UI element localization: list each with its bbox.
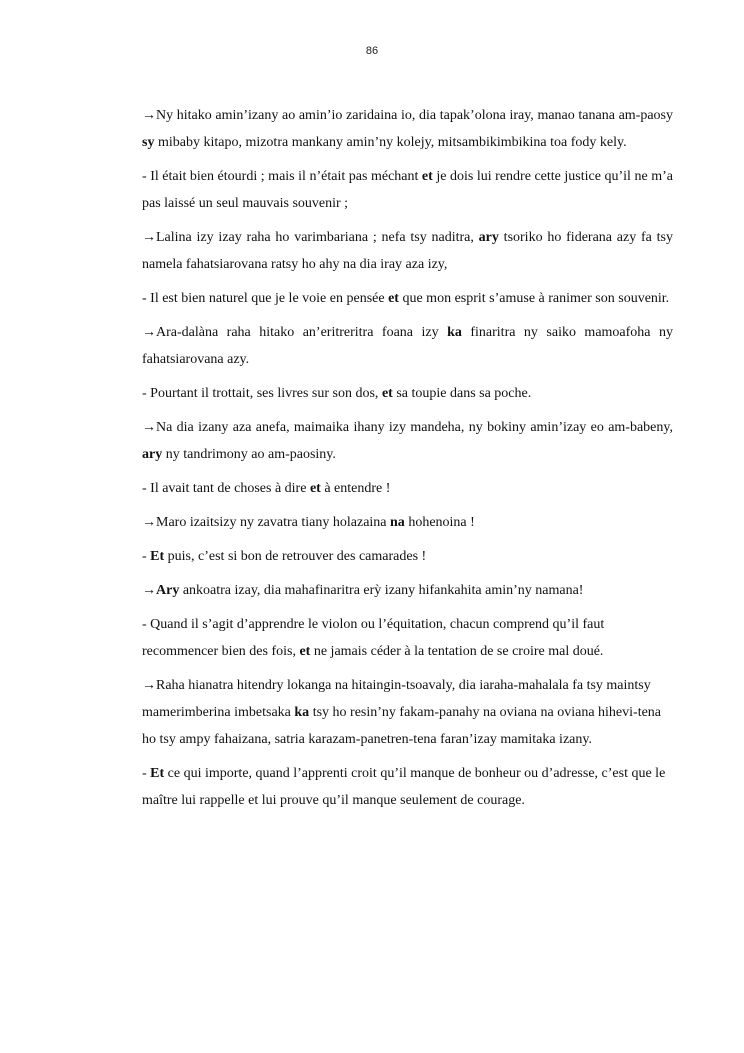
paragraph-11: →Ary ankoatra izay, dia mahafinaritra erỳ izany hifankahita amin’ny namana! <box>142 583 584 598</box>
paragraph-9: →Maro izaitsizy ny zavatra tiany holazaina na hohenoina ! <box>142 515 475 530</box>
paragraph-8: - Il avait tant de choses à dire et à entendre ! <box>142 481 391 496</box>
paragraph-13: →Raha hianatra hitendry lokanga na hitaingin-tsoavaly, dia iaraha-mahalala fa tsy maintsy mamerimberina imbetsaka ka tsy ho resin’ny fakam-panahy na oviana na oviana hihevi-tena ho tsy ampy fahaizana, satria karazam-panetren-tena faran’izay mamitaka izany. <box>142 678 662 747</box>
paragraph-6: - Pourtant il trottait, ses livres sur son dos, et sa toupie dans sa poche. <box>142 386 532 401</box>
paragraph-1: →Ny hitako amin’izany ao amin’io zaridaina io, dia tapak’olona iray, manao tanana am-paosy sy mibaby kitapo, mizotra mankany amin’ny kolejy, mitsambikimbikina toa fody kely. <box>142 108 673 150</box>
page-number: 86 <box>365 45 379 57</box>
paragraph-2: - Il était bien étourdi ; mais il n’était pas méchant et je dois lui rendre cette justice qu’il ne m’a pas laissé un seul mauvais souvenir ; <box>142 169 673 211</box>
paragraph-4: - Il est bien naturel que je le voie en pensée et que mon esprit s’amuse à ranimer son souvenir. <box>142 291 670 306</box>
paragraph-12: - Quand il s’agit d’apprendre le violon ou l’équitation, chacun comprend qu’il faut recommencer bien des fois, et ne jamais céder à la tentation de se croire mal doué. <box>142 617 605 659</box>
paragraph-5: →Ara-dalàna raha hitako an’eritreritra foana izy ka finaritra ny saiko mamoafoha ny fahatsiarovana azy. <box>142 325 674 367</box>
body-text <box>142 102 673 821</box>
paragraph-3: →Lalina izy izay raha ho varimbariana ; nefa tsy naditra, ary tsoriko ho fiderana azy fa tsy namela fahatsiarovana ratsy ho ahy na dia iray aza izy, <box>142 230 673 272</box>
paragraph-7: →Na dia izany aza anefa, maimaika ihany izy mandeha, ny bokiny amin’izay eo am-babeny, ary ny tandrimony ao am-paosiny. <box>142 420 673 462</box>
paragraph-10: - Et puis, c’est si bon de retrouver des camarades ! <box>142 549 427 564</box>
paragraph-14: - Et ce qui importe, quand l’apprenti croit qu’il manque de bonheur ou d’adresse, c’est que le maître lui rappelle et lui prouve qu’il manque seulement de courage. <box>142 766 666 808</box>
